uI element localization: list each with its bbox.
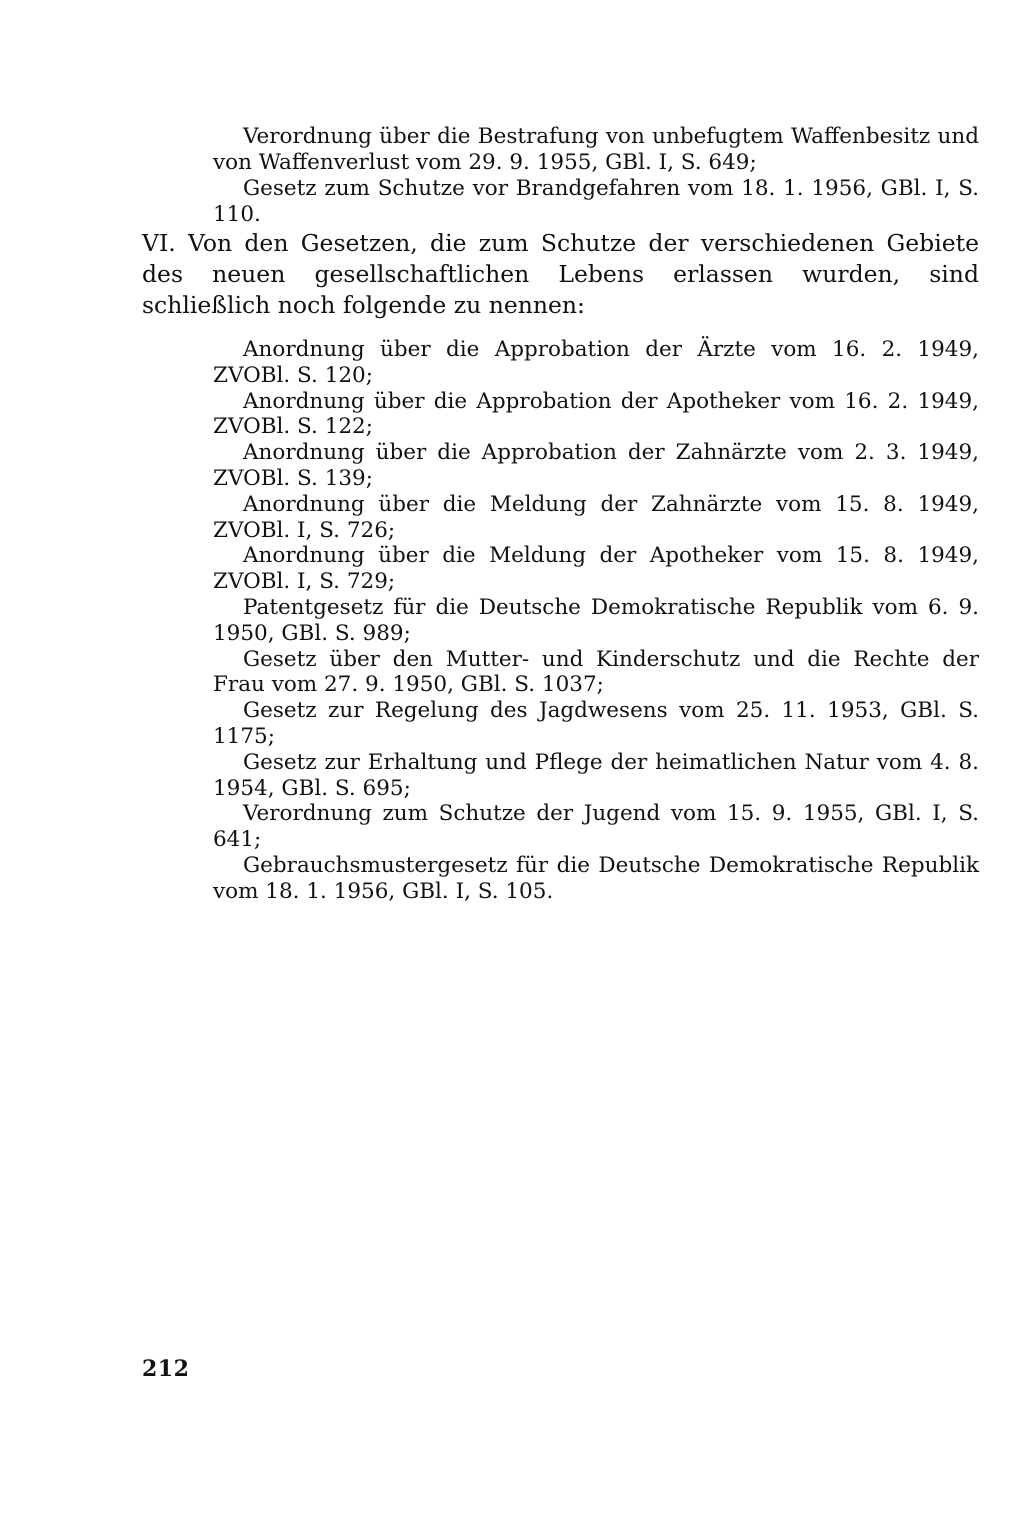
section-vi [142, 228, 979, 321]
list-item: Gebrauchsmustergesetz für die Deutsche Demokratische Republik vom 18. 1. 1956, GBl. I, S. 105. [213, 852, 979, 904]
list-item: Anordnung über die Approbation der Ärzte vom 16. 2. 1949, ZVOBl. S. 120; [213, 337, 979, 388]
list-item: Verordnung zum Schutze der Jugend vom 15. 9. 1955, GBl. I, S. 641; [213, 801, 979, 853]
law-list [213, 337, 979, 905]
list-item: Anordnung über die Approbation der Zahnärzte vom 2. 3. 1949, ZVOBl. S. 139; [213, 440, 979, 491]
list-item: Anordnung über die Meldung der Apotheker vom 15. 8. 1949, ZVOBl. I, S. 729; [213, 543, 979, 595]
list-item: Gesetz zur Regelung des Jagdwesens vom 25. 11. 1953, GBl. S. 1175; [213, 698, 979, 749]
list-item: Anordnung über die Approbation der Apotheker vom 16. 2. 1949, ZVOBl. S. 122; [213, 388, 979, 440]
top-entry-brandgefahren: Gesetz zum Schutze vor Brandgefahren vom 18. 1. 1956, GBl. I, S. 110. [213, 176, 979, 227]
list-item: Gesetz über den Mutter- und Kinderschutz und die Rechte der Frau vom 27. 9. 1950, GBl. S. 1037; [213, 646, 979, 698]
list-item: Gesetz zur Erhaltung und Pflege der heimatlichen Natur vom 4. 8. 1954, GBl. S. 695; [213, 749, 979, 801]
top-entries [213, 124, 979, 228]
list-item: Patentgesetz für die Deutsche Demokratische Republik vom 6. 9. 1950, GBl. S. 989; [213, 594, 979, 646]
top-entry-waffenbesitz: Verordnung über die Bestrafung von unbefugtem Waffenbesitz und von Waffenverlust vom 29. 9. 1955, GBl. I, S. 649; [213, 124, 979, 175]
section-vi-paragraph: VI. Von den Gesetzen, die zum Schutze der verschiedenen Gebiete des neuen gesellschaftlichen Lebens erlassen wurden, sind schließlich noch folgende zu nennen: [142, 229, 979, 319]
page-number: 212 [142, 1356, 190, 1382]
list-item: Anordnung über die Meldung der Zahnärzte vom 15. 8. 1949, ZVOBl. I, S. 726; [213, 491, 979, 543]
